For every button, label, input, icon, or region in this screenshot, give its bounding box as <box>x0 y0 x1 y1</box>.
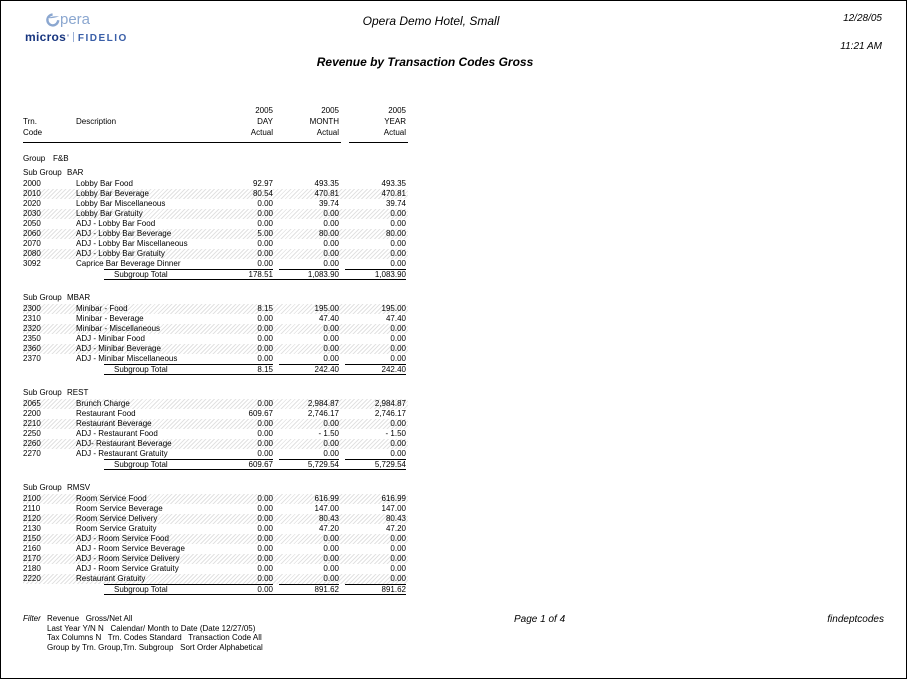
day-actual-cell: 0.00 <box>257 209 273 218</box>
day-actual-cell: 0.00 <box>257 199 273 208</box>
table-row <box>23 344 408 354</box>
year-actual-cell: 39.74 <box>385 199 406 208</box>
year-actual-cell: 0.00 <box>390 209 406 218</box>
trn-code-cell: 2180 <box>23 564 41 573</box>
table-row <box>23 554 408 564</box>
header-year-year: 2005 <box>388 106 406 115</box>
subgroup-total-day: 8.15 <box>257 365 273 374</box>
year-actual-cell: 0.00 <box>390 419 406 428</box>
month-actual-cell: 0.00 <box>323 239 339 248</box>
year-actual-cell: 0.00 <box>390 564 406 573</box>
subgroup-header <box>23 168 408 178</box>
table-row <box>23 179 408 189</box>
description-cell: Lobby Bar Miscellaneous <box>76 199 166 208</box>
description-cell: Room Service Food <box>76 494 147 503</box>
year-actual-cell: 2,984.87 <box>374 399 406 408</box>
year-actual-cell: 493.35 <box>381 179 406 188</box>
subgroup-name: RMSV <box>67 483 91 492</box>
header-month-year: 2005 <box>321 106 339 115</box>
description-cell: Minibar - Food <box>76 304 128 313</box>
day-actual-cell: 0.00 <box>257 564 273 573</box>
subgroup-total-left <box>104 364 273 374</box>
year-actual-cell: 0.00 <box>390 354 406 363</box>
table-row <box>23 249 408 259</box>
year-actual-cell: 195.00 <box>381 304 406 313</box>
filter-lines <box>47 614 263 652</box>
year-actual-cell: - 1.50 <box>385 429 406 438</box>
subgroup-total-year: 242.40 <box>345 364 406 374</box>
transaction-table <box>23 105 408 595</box>
trn-code-cell: 2310 <box>23 314 41 323</box>
month-actual-cell: 0.00 <box>323 534 339 543</box>
trn-code-cell: 2320 <box>23 324 41 333</box>
month-actual-cell: 80.43 <box>318 514 339 523</box>
day-actual-cell: 0.00 <box>257 439 273 448</box>
subgroup-total-month: 242.40 <box>279 364 339 374</box>
description-cell: ADJ - Lobby Bar Food <box>76 219 156 228</box>
header-day-year: 2005 <box>255 106 273 115</box>
trn-code-cell: 2080 <box>23 249 41 258</box>
day-actual-cell: 0.00 <box>257 514 273 523</box>
year-actual-cell: 47.20 <box>385 524 406 533</box>
subgroup-section <box>23 293 408 375</box>
trn-code-cell: 2170 <box>23 554 41 563</box>
table-row <box>23 354 408 364</box>
table-header-year-row <box>23 105 406 116</box>
year-actual-cell: 0.00 <box>390 534 406 543</box>
year-actual-cell: 0.00 <box>390 259 406 268</box>
table-row <box>23 544 408 554</box>
subgroup-total-day: 178.51 <box>248 270 273 279</box>
day-actual-cell: 8.15 <box>257 304 273 313</box>
subgroup-total-label: Subgroup Total <box>114 270 168 279</box>
trn-code-cell: 2350 <box>23 334 41 343</box>
description-cell: Restaurant Food <box>76 409 136 418</box>
month-actual-cell: 39.74 <box>318 199 339 208</box>
description-cell: Lobby Bar Beverage <box>76 189 149 198</box>
subgroup-total-label: Subgroup Total <box>114 460 168 469</box>
subgroup-label: Sub Group <box>23 293 62 302</box>
trn-code-cell: 2010 <box>23 189 41 198</box>
day-actual-cell: 0.00 <box>257 239 273 248</box>
subgroup-total-label: Subgroup Total <box>114 585 168 594</box>
year-actual-cell: 2,746.17 <box>374 409 406 418</box>
description-cell: Minibar - Miscellaneous <box>76 324 161 333</box>
month-actual-cell: 147.00 <box>314 504 339 513</box>
year-actual-cell: 470.81 <box>381 189 406 198</box>
month-actual-cell: 0.00 <box>323 219 339 228</box>
month-actual-cell: 0.00 <box>323 439 339 448</box>
year-actual-cell: 616.99 <box>381 494 406 503</box>
description-cell: ADJ - Lobby Bar Gratuity <box>76 249 165 258</box>
day-actual-cell: 0.00 <box>257 419 273 428</box>
day-actual-cell: 0.00 <box>257 354 273 363</box>
filter-label: Filter <box>23 614 41 623</box>
subgroup-total-year: 5,729.54 <box>345 459 406 469</box>
day-actual-cell: 0.00 <box>257 554 273 563</box>
table-row <box>23 574 408 584</box>
table-sections <box>23 168 408 595</box>
trn-code-cell: 2300 <box>23 304 41 313</box>
subgroup-total-row <box>104 269 406 280</box>
day-actual-cell: 0.00 <box>257 314 273 323</box>
month-actual-cell: 0.00 <box>323 354 339 363</box>
header-month-label: MONTH <box>309 117 339 126</box>
print-date: 12/28/05 <box>843 13 882 24</box>
table-row <box>23 439 408 449</box>
table-row <box>23 419 408 429</box>
trn-code-cell: 2370 <box>23 354 41 363</box>
subgroup-total-row <box>104 364 406 375</box>
subgroup-total-day: 0.00 <box>257 585 273 594</box>
subgroup-label: Sub Group <box>23 388 62 397</box>
header-month-actual: Actual <box>316 128 339 137</box>
month-actual-cell: 47.40 <box>318 314 339 323</box>
day-actual-cell: 0.00 <box>257 524 273 533</box>
year-actual-cell: 0.00 <box>390 344 406 353</box>
table-row <box>23 534 408 544</box>
description-cell: Restaurant Gratuity <box>76 574 146 583</box>
month-actual-cell: 195.00 <box>314 304 339 313</box>
header-spacer <box>76 127 201 138</box>
year-actual-cell: 147.00 <box>381 504 406 513</box>
subgroup-total-row <box>104 584 406 595</box>
subgroup-total-day: 609.67 <box>248 460 273 469</box>
header-year-actual: Actual <box>383 128 406 137</box>
subgroup-total-label: Subgroup Total <box>114 365 168 374</box>
group-label: Group <box>23 154 46 163</box>
month-actual-cell: 0.00 <box>323 324 339 333</box>
day-actual-cell: 0.00 <box>257 219 273 228</box>
filter-line: Group by Trn. Group,Trn. Subgroup Sort Order Alphabetical <box>47 642 263 652</box>
table-row <box>23 324 408 334</box>
trn-code-cell: 2000 <box>23 179 41 188</box>
header-rule-left <box>23 142 341 143</box>
subgroup-total-left <box>104 584 273 594</box>
table-row <box>23 504 408 514</box>
header-spacer <box>23 105 76 116</box>
subgroup-label: Sub Group <box>23 483 62 492</box>
trn-code-cell: 2100 <box>23 494 41 503</box>
year-actual-cell: 0.00 <box>390 439 406 448</box>
month-actual-cell: 0.00 <box>323 554 339 563</box>
micros-tick-mark: ' <box>67 33 69 43</box>
table-row <box>23 259 408 269</box>
description-cell: Minibar - Beverage <box>76 314 144 323</box>
trn-code-cell: 2120 <box>23 514 41 523</box>
trn-code-cell: 2360 <box>23 344 41 353</box>
header-trn: Trn. <box>23 117 37 126</box>
group-row <box>23 154 408 164</box>
header-rule-right <box>349 142 408 143</box>
filter-line: Revenue Gross/Net All <box>47 614 133 623</box>
filter-block <box>23 614 263 652</box>
subgroup-total-month: 5,729.54 <box>279 459 339 469</box>
table-row <box>23 209 408 219</box>
trn-code-cell: 3092 <box>23 259 41 268</box>
subgroup-header <box>23 483 408 493</box>
month-actual-cell: 47.20 <box>318 524 339 533</box>
table-row <box>23 229 408 239</box>
header-underline <box>23 138 408 143</box>
day-actual-cell: 0.00 <box>257 429 273 438</box>
table-header-metric-row <box>23 127 406 138</box>
opera-logo-text: pera <box>60 11 91 28</box>
header-spacer <box>76 105 201 116</box>
day-actual-cell: 5.00 <box>257 229 273 238</box>
hotel-title: Opera Demo Hotel, Small <box>362 14 500 28</box>
description-cell: ADJ - Room Service Gratuity <box>76 564 179 573</box>
subgroup-section <box>23 168 408 280</box>
table-row <box>23 199 408 209</box>
trn-code-cell: 2160 <box>23 544 41 553</box>
table-row <box>23 239 408 249</box>
month-actual-cell: 0.00 <box>323 574 339 583</box>
day-actual-cell: 609.67 <box>248 409 273 418</box>
year-actual-cell: 0.00 <box>390 249 406 258</box>
month-actual-cell: - 1.50 <box>318 429 339 438</box>
description-cell: ADJ - Minibar Miscellaneous <box>76 354 178 363</box>
description-cell: ADJ - Restaurant Food <box>76 429 158 438</box>
filter-line: Tax Columns N Trn. Codes Standard Transaction Code All <box>47 633 262 643</box>
subgroup-total-left <box>104 269 273 279</box>
description-cell: ADJ - Room Service Delivery <box>76 554 180 563</box>
month-actual-cell: 0.00 <box>323 419 339 428</box>
table-row <box>23 334 408 344</box>
trn-code-cell: 2065 <box>23 399 41 408</box>
description-cell: ADJ - Room Service Beverage <box>76 544 185 553</box>
subgroup-total-month: 1,083.90 <box>279 269 339 279</box>
report-title: Revenue by Transaction Codes Gross <box>316 55 534 69</box>
header-day-label: DAY <box>257 117 273 126</box>
year-actual-cell: 0.00 <box>390 334 406 343</box>
description-cell: Brunch Charge <box>76 399 130 408</box>
table-row <box>23 494 408 504</box>
month-actual-cell: 616.99 <box>314 494 339 503</box>
month-actual-cell: 80.00 <box>318 229 339 238</box>
group-value: F&B <box>53 154 69 163</box>
year-actual-cell: 0.00 <box>390 544 406 553</box>
description-cell: ADJ- Restaurant Beverage <box>76 439 172 448</box>
description-cell: ADJ - Lobby Bar Beverage <box>76 229 172 238</box>
table-row <box>23 189 408 199</box>
month-actual-cell: 0.00 <box>323 334 339 343</box>
subgroup-name: REST <box>67 388 89 397</box>
table-row <box>23 409 408 419</box>
filter-line: Last Year Y/N N Calendar/ Month to Date (Date 12/27/05) <box>47 623 256 633</box>
table-row <box>23 219 408 229</box>
header-code: Code <box>23 128 43 137</box>
trn-code-cell: 2050 <box>23 219 41 228</box>
micros-logo-text: micros <box>25 30 67 44</box>
trn-code-cell: 2150 <box>23 534 41 543</box>
subgroup-header <box>23 388 408 398</box>
description-cell: ADJ - Lobby Bar Miscellaneous <box>76 239 188 248</box>
month-actual-cell: 0.00 <box>323 209 339 218</box>
day-actual-cell: 0.00 <box>257 334 273 343</box>
month-actual-cell: 2,984.87 <box>307 399 339 408</box>
month-actual-cell: 0.00 <box>323 344 339 353</box>
logo-divider <box>73 32 74 42</box>
trn-code-cell: 2130 <box>23 524 41 533</box>
trn-code-cell: 2060 <box>23 229 41 238</box>
trn-code-cell: 2110 <box>23 504 41 513</box>
subgroup-total-year: 1,083.90 <box>345 269 406 279</box>
trn-code-cell: 2250 <box>23 429 41 438</box>
year-actual-cell: 80.43 <box>385 514 406 523</box>
trn-code-cell: 2020 <box>23 199 41 208</box>
description-cell: Lobby Bar Food <box>76 179 133 188</box>
micros-fidelio-logo <box>25 30 128 44</box>
day-actual-cell: 0.00 <box>257 344 273 353</box>
year-actual-cell: 0.00 <box>390 574 406 583</box>
subgroup-label: Sub Group <box>23 168 62 177</box>
trn-code-cell: 2070 <box>23 239 41 248</box>
table-row <box>23 449 408 459</box>
year-actual-cell: 47.40 <box>385 314 406 323</box>
print-time: 11:21 AM <box>840 41 882 52</box>
table-row <box>23 429 408 439</box>
month-actual-cell: 470.81 <box>314 189 339 198</box>
table-row <box>23 564 408 574</box>
header-year-label: YEAR <box>384 117 406 126</box>
trn-code-cell: 2210 <box>23 419 41 428</box>
month-actual-cell: 0.00 <box>323 259 339 268</box>
subgroup-total-month: 891.62 <box>279 584 339 594</box>
subgroup-total-row <box>104 459 406 470</box>
day-actual-cell: 0.00 <box>257 574 273 583</box>
trn-code-cell: 2200 <box>23 409 41 418</box>
year-actual-cell: 80.00 <box>385 229 406 238</box>
year-actual-cell: 0.00 <box>390 449 406 458</box>
month-actual-cell: 2,746.17 <box>307 409 339 418</box>
description-cell: ADJ - Restaurant Gratuity <box>76 449 168 458</box>
day-actual-cell: 0.00 <box>257 259 273 268</box>
description-cell: Caprice Bar Beverage Dinner <box>76 259 181 268</box>
subgroup-total-left <box>104 459 273 469</box>
month-actual-cell: 0.00 <box>323 544 339 553</box>
description-cell: Restaurant Beverage <box>76 419 152 428</box>
year-actual-cell: 0.00 <box>390 324 406 333</box>
description-cell: Lobby Bar Gratuity <box>76 209 143 218</box>
header-day-actual: Actual <box>250 128 273 137</box>
table-row <box>23 524 408 534</box>
subgroup-section <box>23 388 408 470</box>
description-cell: Room Service Delivery <box>76 514 158 523</box>
month-actual-cell: 0.00 <box>323 249 339 258</box>
trn-code-cell: 2220 <box>23 574 41 583</box>
day-actual-cell: 0.00 <box>257 449 273 458</box>
day-actual-cell: 0.00 <box>257 534 273 543</box>
trn-code-cell: 2030 <box>23 209 41 218</box>
month-actual-cell: 493.35 <box>314 179 339 188</box>
table-row <box>23 304 408 314</box>
description-cell: ADJ - Minibar Food <box>76 334 145 343</box>
subgroup-name: MBAR <box>67 293 91 302</box>
page-number: Page 1 of 4 <box>514 614 566 625</box>
day-actual-cell: 0.00 <box>257 324 273 333</box>
subgroup-section <box>23 483 408 595</box>
table-row <box>23 399 408 409</box>
year-actual-cell: 0.00 <box>390 554 406 563</box>
table-header-period-row <box>23 116 406 127</box>
day-actual-cell: 0.00 <box>257 249 273 258</box>
description-cell: ADJ - Room Service Food <box>76 534 169 543</box>
month-actual-cell: 0.00 <box>323 564 339 573</box>
trn-code-cell: 2270 <box>23 449 41 458</box>
description-cell: Room Service Beverage <box>76 504 163 513</box>
day-actual-cell: 0.00 <box>257 504 273 513</box>
description-cell: Room Service Gratuity <box>76 524 157 533</box>
table-row <box>23 314 408 324</box>
table-row <box>23 514 408 524</box>
day-actual-cell: 0.00 <box>257 494 273 503</box>
header-description: Description <box>76 117 117 126</box>
year-actual-cell: 0.00 <box>390 219 406 228</box>
description-cell: ADJ - Minibar Beverage <box>76 344 161 353</box>
report-code: findeptcodes <box>827 614 884 625</box>
fidelio-logo-text: FIDELIO <box>77 33 128 44</box>
subgroup-header <box>23 293 408 303</box>
month-actual-cell: 0.00 <box>323 449 339 458</box>
year-actual-cell: 0.00 <box>390 239 406 248</box>
trn-code-cell: 2260 <box>23 439 41 448</box>
subgroup-name: BAR <box>67 168 84 177</box>
day-actual-cell: 0.00 <box>257 544 273 553</box>
day-actual-cell: 92.97 <box>252 179 273 188</box>
subgroup-total-year: 891.62 <box>345 584 406 594</box>
day-actual-cell: 0.00 <box>257 399 273 408</box>
day-actual-cell: 80.54 <box>252 189 273 198</box>
